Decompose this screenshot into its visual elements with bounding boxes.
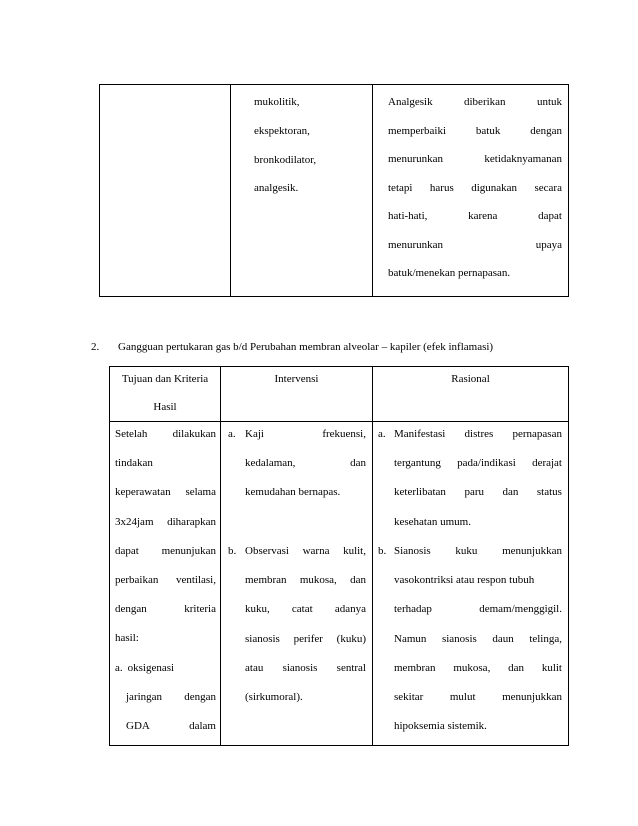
goal-line [115,516,216,529]
word: mulut [449,691,476,703]
word: kulit [541,661,562,674]
word: dan [502,486,519,499]
word: harus [429,181,454,194]
word: (kuku) [336,632,366,645]
word: dapat [115,544,139,557]
table1-divider-1 [230,84,231,297]
word: dengan [184,690,216,703]
word: dalam [189,720,216,732]
word: terhadap [394,603,432,616]
word: kulit, [343,545,366,557]
word: daun [492,632,514,645]
word: dilakukan [172,428,216,440]
word: pada/indikasi [457,457,516,470]
goal-line [115,632,216,645]
rationale-line [394,428,562,441]
intervention-line: analgesik. [254,182,299,194]
intervention-line [245,662,366,675]
intervention-marker: a. [228,428,236,440]
word: status [536,486,562,499]
word: Setelah [115,428,148,440]
word: catat [291,603,313,616]
goal-line [115,486,216,499]
word: kedalaman, [245,457,296,470]
word: menunjukkan [502,545,562,557]
word: sentral [336,661,366,674]
word: hati-hati, [388,210,428,222]
table2-header-border [109,421,569,422]
rationale-line [388,125,562,138]
word: selama [185,486,216,499]
word: Manifestasi [394,428,446,440]
word: warna [302,545,330,557]
table2-left-border [109,366,110,746]
word: tergantung [394,457,441,470]
table2-right-border [568,366,569,746]
intervention-line [245,603,366,616]
word: mukosa, [299,574,337,587]
word: dan [350,457,366,470]
word: batuk/menekan pernapasan. [388,267,511,279]
rationale-line [388,96,562,109]
word: dan [350,574,366,587]
word: sekitar [394,691,424,703]
word: adanya [334,603,366,616]
table2-divider-2 [372,366,373,746]
word: menurunkan [388,238,443,251]
word: a. [115,661,123,674]
rationale-line [394,457,562,470]
word: derajat [532,457,562,470]
word: menurunkan [388,153,443,165]
rationale-line [394,486,562,499]
word: mukosa, [453,661,491,674]
rationale-line [388,210,562,223]
word: dengan [530,124,562,137]
goal-line [115,574,216,587]
intervention-line [245,486,366,499]
word: sianosis [441,632,477,645]
word: sianosis [245,632,280,645]
word: kesehatan umum. [394,515,471,528]
intervention-line [245,633,366,646]
word: oksigenasi [127,661,175,674]
word: secara [534,181,562,194]
goal-line [115,428,216,441]
word: atau [245,661,264,674]
word: jaringan [126,690,163,703]
rationale-line [388,182,562,195]
intervention-line [245,691,366,704]
word: batuk [475,124,501,137]
word: 3x24jam [115,515,154,528]
word: kemudahan bernapas. [245,486,341,499]
intervention-line [245,574,366,587]
word: Sianosis [394,545,431,557]
table2-top-border [109,366,569,367]
word: tetapi [388,181,413,194]
word: hasil: [115,632,139,645]
word: demam/menggigil. [479,603,562,616]
word: kuku [455,545,478,557]
word: memperbaiki [388,124,447,137]
goal-line [126,720,216,733]
rationale-line [394,720,562,733]
word: dengan [115,603,147,616]
word: kuku, [245,603,270,616]
word: frekuensi, [322,428,366,440]
word: untuk [536,96,562,108]
word: distres [464,428,494,440]
rationale-line [388,239,562,252]
intervention-line [245,545,366,558]
rationale-line [388,267,562,280]
word: ketidaknyamanan [484,153,562,165]
word: dapat [538,210,562,222]
word: Observasi [245,545,289,557]
table2-divider-1 [220,366,221,746]
table1-bottom-border [99,296,569,297]
word: digunakan [471,181,518,194]
rationale-line [394,516,562,529]
word: (sirkumoral). [245,691,303,703]
rationale-line [394,662,562,675]
word: keterlibatan [394,486,446,499]
intervention-line [245,457,366,470]
intervention-line: bronkodilator, [254,154,317,166]
rationale-line [394,545,562,558]
header-goals-line1: Tujuan dan Kriteria [121,373,209,385]
table1-top-border [99,84,569,85]
word: menunjukan [161,544,216,557]
intervention-line: ekspektoran, [254,125,310,137]
word: dan [508,661,525,674]
word: diharapkan [167,515,216,528]
criteria-item [115,662,174,675]
section-number: 2. [91,341,100,353]
word: menunjukkan [502,691,562,703]
word: perifer [293,632,323,645]
table2-bottom-border [109,745,569,746]
word: telinga, [529,632,562,645]
word: Kaji [245,428,264,440]
word: perbaikan [115,574,159,586]
rationale-line [388,153,562,166]
header-rationale: Rasional [451,373,490,385]
word: pernapasan [512,428,562,440]
header-goals-line2: Hasil [153,401,177,413]
word: vasokontriksi atau respon tubuh [394,574,535,587]
rationale-line [394,633,562,646]
word: tindakan [115,457,153,470]
word: karena [468,210,498,222]
word: upaya [535,238,562,251]
intervention-marker: b. [228,545,237,557]
section-title: Gangguan pertukaran gas b/d Perubahan membran alveolar – kapiler (efek inflamasi) [118,341,494,353]
word: membran [394,661,436,674]
header-intervention: Intervensi [274,373,319,385]
word: hipoksemia sistemik. [394,720,487,733]
rationale-marker: b. [378,545,387,557]
intervention-line [245,428,366,441]
word: membran [245,574,287,587]
word: Analgesik [388,96,433,108]
table1-left-border [99,84,100,297]
rationale-line [394,603,562,616]
rationale-line [394,574,562,587]
table1-right-border [568,84,569,297]
word: Namun [394,632,427,645]
word: keperawatan [115,486,171,499]
word: sianosis [282,661,318,674]
table1-divider-2 [372,84,373,297]
rationale-line [394,691,562,704]
rationale-marker: a. [378,428,386,440]
word: paru [464,486,484,499]
word: diberikan [464,96,506,108]
goal-line [115,545,216,558]
goal-line [115,603,216,616]
word: ventilasi, [175,574,216,586]
intervention-line: mukolitik, [254,96,300,108]
goal-line [126,691,216,704]
word: kriteria [184,603,216,616]
word: GDA [126,720,150,732]
goal-line [115,457,216,470]
